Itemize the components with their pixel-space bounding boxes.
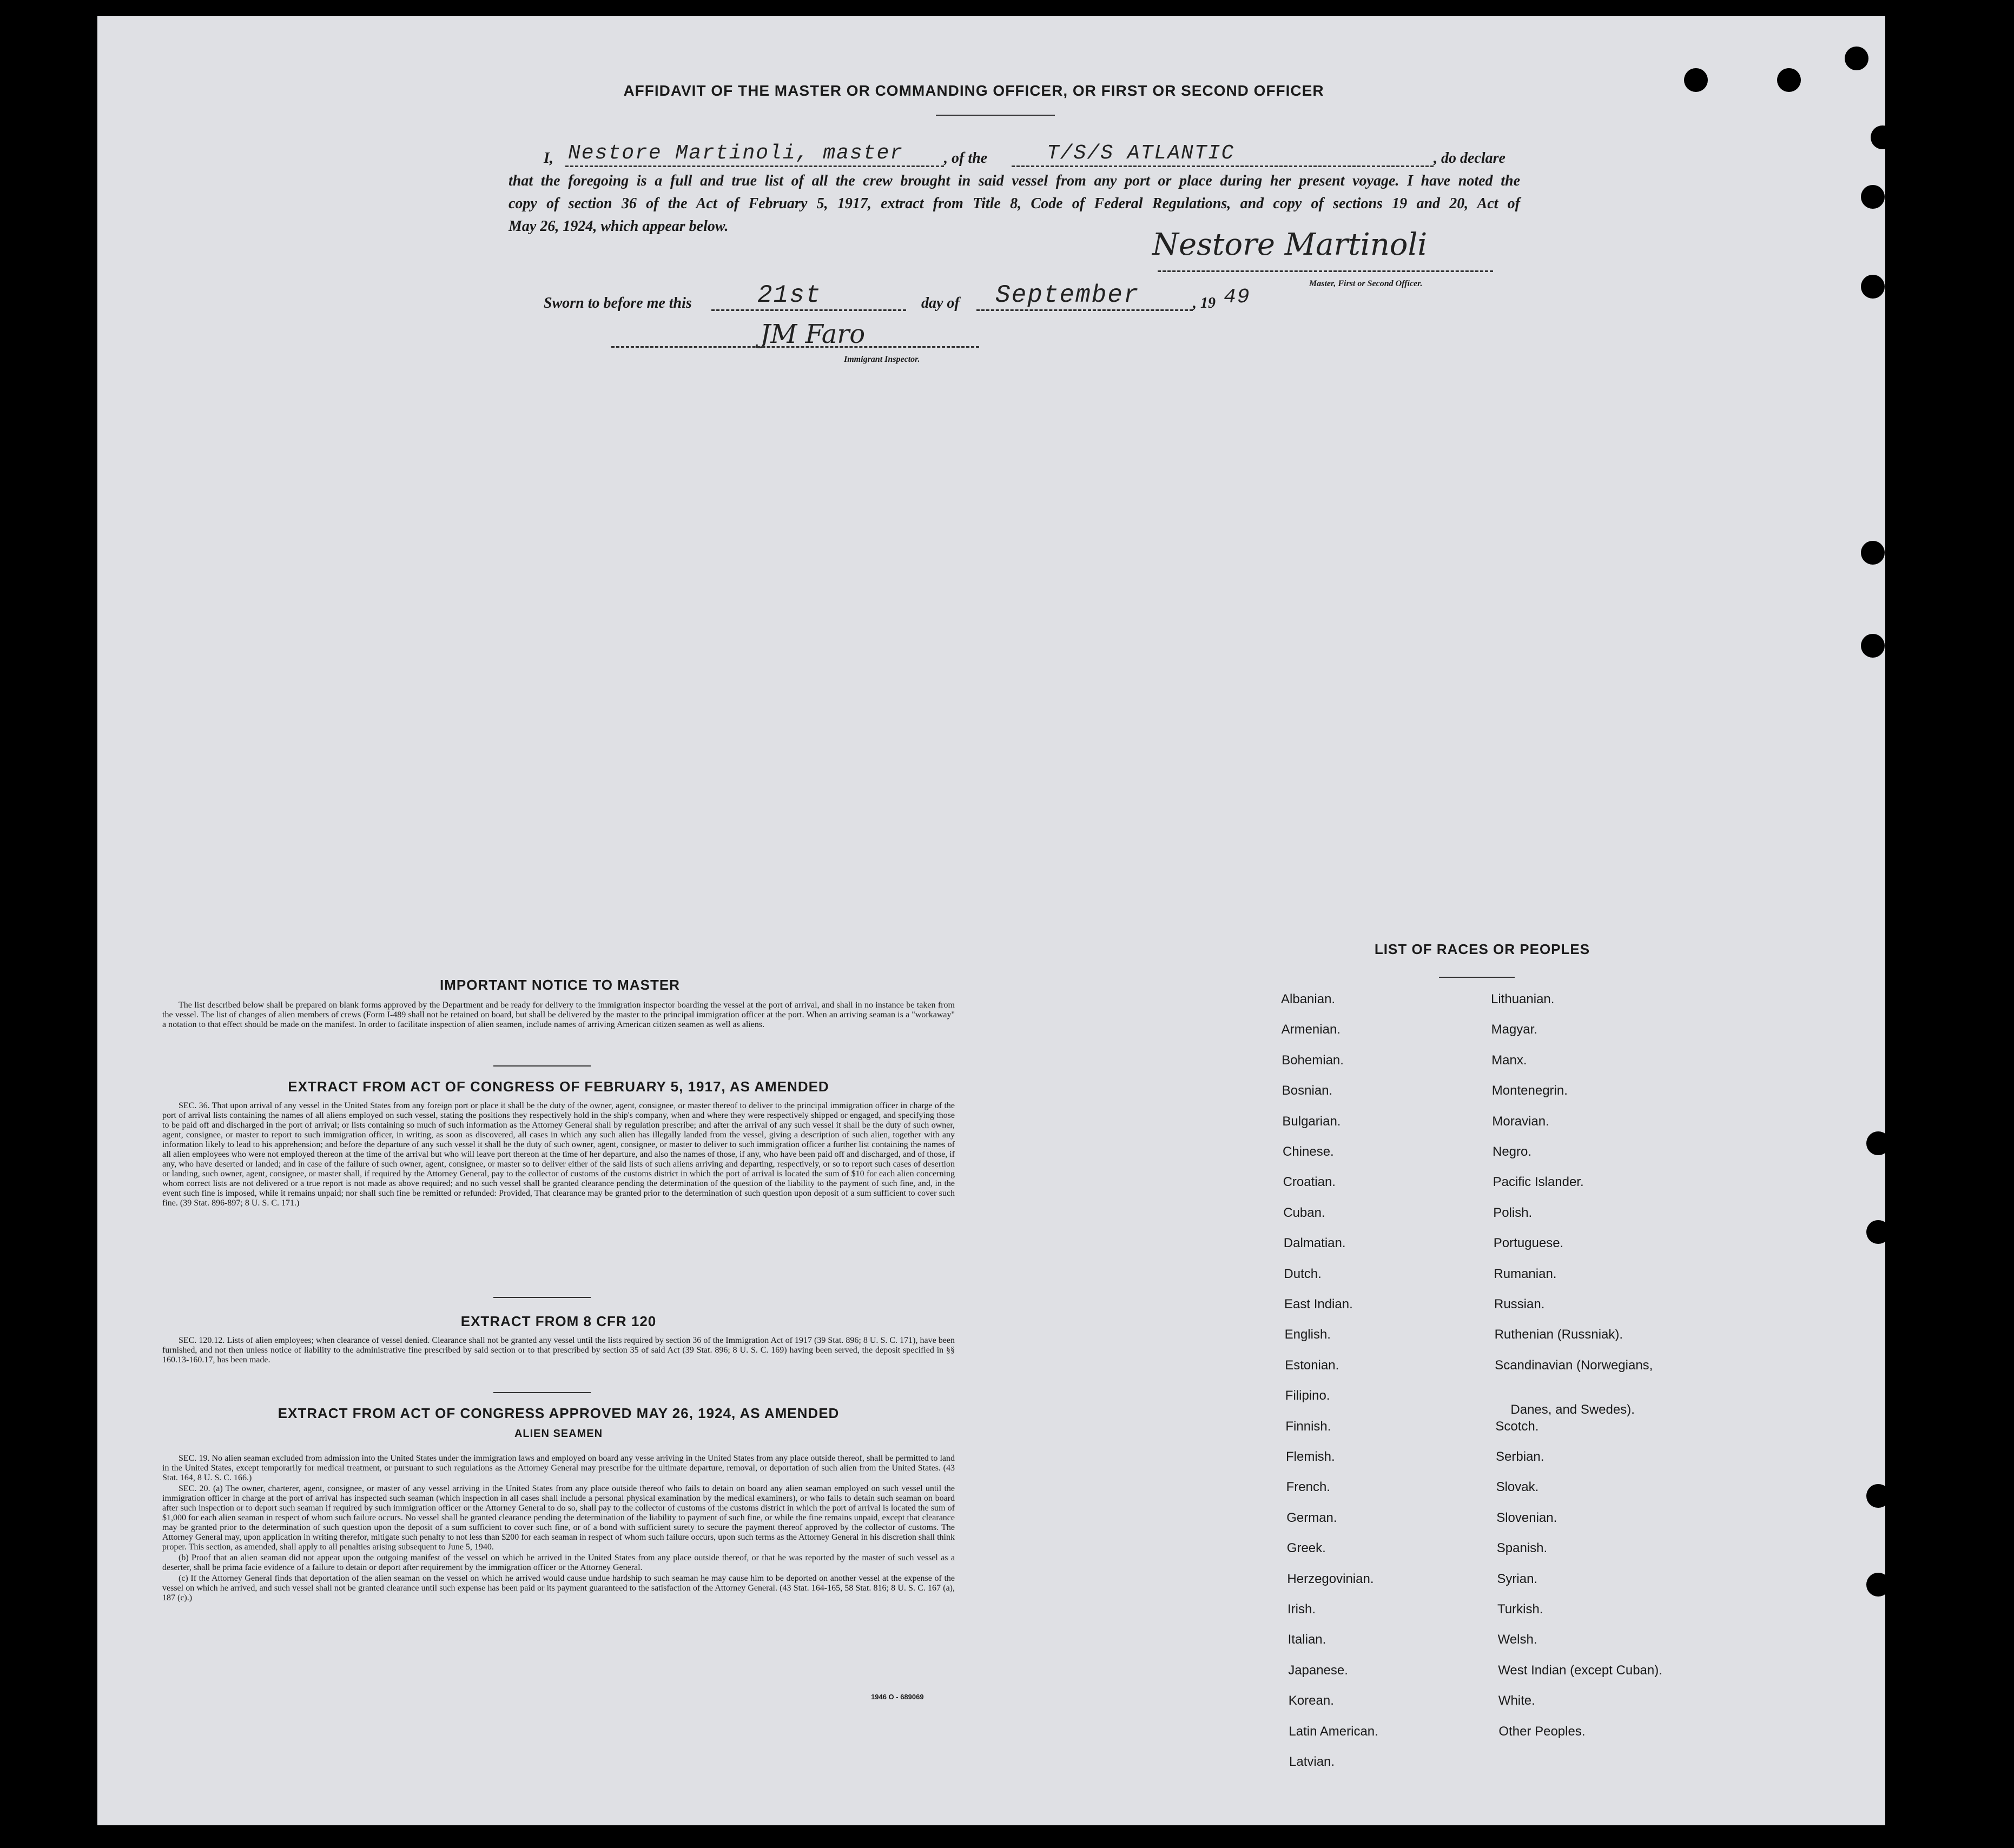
vessel-name-field: T/S/S ATLANTIC [1047,142,1235,165]
race-item: Finnish. [1285,1419,1331,1434]
affidavit-i-label: I, [544,150,553,167]
race-item: Manx. [1491,1053,1527,1068]
extract-1924-body [162,1454,955,1604]
race-item: Dutch. [1284,1267,1322,1281]
race-item: Bosnian. [1282,1083,1333,1098]
race-item: Danes, and Swedes). [1510,1402,1635,1417]
race-item: Albanian. [1281,992,1336,1006]
race-item: West Indian (except Cuban). [1498,1663,1662,1678]
punch-hole [1684,68,1708,92]
race-item: Scandinavian (Norwegians, [1495,1358,1653,1373]
master-name-field: Nestore Martinoli, master [568,142,904,165]
race-item: Polish. [1493,1205,1533,1220]
sec-19-paragraph: SEC. 19. No alien seaman excluded from admission into the United States under the immigration laws and employed on board any vesse arriving in the United States from any place outside thereof, shall be permitted to land in the United States, except temporarily for medical treatment, or pursuant to such regulations as the Attorney General may prescribe for the ultimate departure, removal, or deportation of such alien from the United States. (43 Stat. 164, 8 U. S. C. 166.) [162,1454,955,1482]
punch-hole [1866,1573,1890,1597]
notice-body [162,1001,955,1031]
do-declare-label: , do declare [1434,150,1505,167]
races-divider [1439,977,1515,978]
extract-cfr-divider [493,1392,591,1393]
race-item: Filipino. [1285,1388,1330,1403]
master-signature-line [1158,270,1493,272]
race-item: Korean. [1288,1693,1334,1708]
sec-20c-paragraph: (c) If the Attorney General finds that deportation of the alien seaman on the vessel on which he arrived would cause undue hardship to such seaman he may cause him to be deported on another vessel at the expense of the vessel on which he arrived, and such vessel shall not be granted clearance until such expense has been paid or its payment guaranteed to the satisfaction of the Attorney General. (43 Stat. 164-165, 58 Stat. 816; 8 U. S. C. 167 (a), 187 (c).) [162,1574,955,1602]
title-divider [936,115,1055,116]
race-item: Bohemian. [1282,1053,1344,1068]
punch-hole [1845,47,1868,70]
punch-hole [1861,634,1885,658]
race-item: East Indian. [1284,1297,1353,1312]
extract-1917-divider [493,1297,591,1298]
print-code: 1946 O - 689069 [871,1693,924,1701]
extract-cfr-body [162,1336,955,1366]
punch-hole [1871,125,1894,149]
inspector-caption: Immigrant Inspector. [844,355,920,364]
year-prefix: , 19 [1193,295,1216,312]
alien-seamen-subtitle: ALIEN SEAMEN [514,1428,603,1440]
race-item: Other Peoples. [1498,1724,1586,1739]
race-item: Pacific Islander. [1493,1175,1584,1189]
punch-hole [1866,1220,1890,1244]
race-item: White. [1498,1693,1535,1708]
race-item: Dalmatian. [1283,1236,1346,1250]
race-item: Magyar. [1491,1022,1537,1037]
statement-line-2: copy of section 36 of the Act of February 5, 1917, extract from Title 8, Code of Federal Regulations, and copy of sections 19 and 20, Act of [509,195,1520,212]
extract-1924-title: EXTRACT FROM ACT OF CONGRESS APPROVED MAY 26, 1924, AS AMENDED [278,1405,840,1421]
punch-hole [1777,68,1801,92]
month-field: September [995,281,1140,309]
sec-20b-paragraph: (b) Proof that an alien seaman did not appear upon the outgoing manifest of the vessel on which he arrived in the United States from any place outside thereof, or that he was reported by the master of such vessel as a deserter, shall be prima facie evidence of a failure to detain or deport after requirement by the immigration officer or the Attorney General. [162,1553,955,1572]
race-item: Japanese. [1288,1663,1348,1678]
race-item: Ruthenian (Russniak). [1494,1327,1623,1342]
race-item: Cuban. [1283,1205,1325,1220]
extract-cfr-title: EXTRACT FROM 8 CFR 120 [460,1313,657,1329]
race-item: German. [1286,1511,1337,1525]
master-name-line [565,165,944,167]
affidavit-title: AFFIDAVIT OF THE MASTER OR COMMANDING OFFICER, OR FIRST OR SECOND OFFICER [623,82,1324,99]
notice-paragraph: The list described below shall be prepared on blank forms approved by the Department and be ready for delivery to the immigration inspector boarding the vessel at the port of arrival, and shall in no instance be taken from the vessel. The list of changes of alien members of crews (Form I-489 shall not be retained on board, but shall be delivered by the master to the principal immigration officer at the port. When an arriving seaman is a "workaway" a notation to that effect should be made on the manifest. In order to facilitate inspection of alien seamen, include names of arriving American citizen seamen as well as aliens. [162,1001,955,1029]
inspector-signature: JM Faro [760,319,866,349]
punch-hole [1866,1484,1890,1508]
race-item: Turkish. [1497,1602,1543,1617]
inspector-signature-line [611,346,979,348]
officer-caption: Master, First or Second Officer. [1309,279,1423,288]
race-item: Scotch. [1495,1419,1539,1434]
race-item: Serbian. [1496,1449,1544,1464]
race-item: Latvian. [1289,1754,1335,1769]
race-item: Greek. [1286,1541,1326,1555]
race-item: Spanish. [1496,1541,1548,1555]
statement-line-3: May 26, 1924, which appear below. [509,218,729,235]
race-item: Croatian. [1283,1175,1336,1189]
races-title: LIST OF RACES OR PEOPLES [1374,941,1590,957]
race-item: Flemish. [1286,1449,1335,1464]
race-item: Rumanian. [1494,1267,1557,1281]
race-item: Negro. [1493,1144,1532,1159]
punch-hole [1861,275,1885,299]
race-item: Chinese. [1283,1144,1334,1159]
punch-hole [1866,1131,1890,1155]
day-of-label: day of [921,295,960,312]
vessel-name-line [1012,165,1434,167]
extract-1917-body [162,1101,955,1209]
month-line [976,309,1193,311]
year-field: 49 [1224,286,1251,309]
statement-line-1: that the foregoing is a full and true list of all the crew brought in said vessel from any port or place during her present voyage. I have noted the [509,173,1520,189]
race-item: Slovenian. [1496,1511,1557,1525]
race-item: French. [1286,1480,1330,1494]
sec-20a-paragraph: SEC. 20. (a) The owner, charterer, agent, consignee, or master of any vessel arriving in the United States from any place outside thereof who fails to detain on board any alien seaman employed on such vessel until the immigration officer in charge at the port of arrival has inspected such seaman (which inspection in all cases shall include a personal physical examination by the medical examiners), or who fails to detain such seaman on board after such inspection or to deport such seaman if required by such immigration officer or the Attorney General to do so, shall pay to the collector of customs of the customs district in which the port of arrival is located the sum of $1,000 for each alien seaman in respect of whom such failure occurs. No vessel shall be granted clearance pending the determination of the liability to payment of such fine, or while the fine remains unpaid, except that clearance may be granted prior to the determination of such question upon the deposit of a sum sufficient to cover such fine, or of a bond with sufficient surety to secure the payment thereof approved by the collector of customs. The Attorney General may, upon application in writing therefor, mitigate such penalty to not less than $200 for each seaman in respect of whom such failure occurs, upon such terms as the Attorney General in his discretion shall think proper. This section, as amended, shall apply to all penalties arising subsequent to June 5, 1940. [162,1484,955,1552]
race-item: Bulgarian. [1282,1114,1341,1129]
race-item: English. [1284,1327,1331,1342]
day-line [711,309,906,311]
race-item: Portuguese. [1493,1236,1564,1250]
day-field: 21st [757,281,822,309]
punch-hole [1861,541,1885,565]
race-item: Welsh. [1497,1632,1537,1647]
sworn-label: Sworn to before me this [544,295,692,312]
sec-36-paragraph: SEC. 36. That upon arrival of any vessel in the United States from any foreign port or place it shall be the duty of the owner, agent, consignee, or master thereof to deliver to the principal immigration officer in charge of the port of arrival lists containing the names of all aliens employed on such vessel, stating the positions they respectively hold in the ship's company, when and where they were respectively shipped or engaged, and specifying those to be paid off and discharged in the port of arrival; or lists containing so much of such information as the Attorney General shall by regulation prescribe; and after the arrival of any such vessel it shall be the duty of such owner, agent, consignee, or master to report to such immigration officer, in writing, as soon as discovered, all cases in which any such alien has illegally landed from the vessel, giving a description of such alien, together with any information likely to lead to his apprehension; and before the departure of any such vessel it shall be the duty of such owner, agent, consignee, or master to deliver to such immigration officer a further list containing the names of all alien employees who were not employed thereon at the time of the arrival but who will leave port thereon at the time of her departure, and also the names of those, if any, who have been paid off and discharged, and of those, if any, who have deserted or landed; and in case of the failure of such owner, agent, consignee, or master so to deliver either of the said lists of such aliens arriving and departing, respectively, or so to report such cases of desertion or landing, such owner, agent, consignee, or master shall, if required by the Attorney General, pay to the collector of customs of the customs district in which the port of arrival is located the sum of $10 for each alien concerning whom correct lists are not delivered or a true report is not made as above required; and no such vessel shall be granted clearance pending the determination of the question of the liability to the payment of such fine, and, in the event such fine is imposed, while it remains unpaid; nor shall such fine be remitted or refunded: Provided, That clearance may be granted prior to the determination of such question upon deposit of a sum sufficient to cover such fine. (39 Stat. 896-897; 8 U. S. C. 171.) [162,1101,955,1208]
race-item: Estonian. [1285,1358,1339,1373]
race-item: Italian. [1287,1632,1326,1647]
race-item: Montenegrin. [1491,1083,1568,1098]
punch-hole [1861,185,1885,209]
race-item: Herzegovinian. [1287,1572,1374,1586]
master-signature: Nestore Martinoli [1152,227,1428,262]
race-item: Armenian. [1281,1022,1341,1037]
notice-divider [493,1065,591,1067]
race-item: Moravian. [1492,1114,1549,1129]
race-item: Lithuanian. [1491,992,1555,1006]
race-item: Russian. [1494,1297,1545,1312]
sec-120-paragraph: SEC. 120.12. Lists of alien employees; when clearance of vessel denied. Clearance shall not be granted any vessel until the lists required by section 36 of the Immigration Act of 1917 (39 Stat. 896; 8 U. S. C. 171), have been furnished, and not then unless notice of liability to the administrative fine prescribed by said section or to that prescribed by section 35 of said Act (39 Stat. 896; 8 U. S. C. 169) having been served, the deposit specified in §§ 160.13-160.17, has been made. [162,1336,955,1365]
race-item: Latin American. [1289,1724,1378,1739]
race-item: Irish. [1287,1602,1316,1617]
of-the-label: , of the [944,150,988,167]
race-item: Syrian. [1497,1572,1538,1586]
notice-title: IMPORTANT NOTICE TO MASTER [440,977,680,993]
race-item: Slovak. [1496,1480,1539,1494]
extract-1917-title: EXTRACT FROM ACT OF CONGRESS OF FEBRUARY 5, 1917, AS AMENDED [288,1078,829,1095]
